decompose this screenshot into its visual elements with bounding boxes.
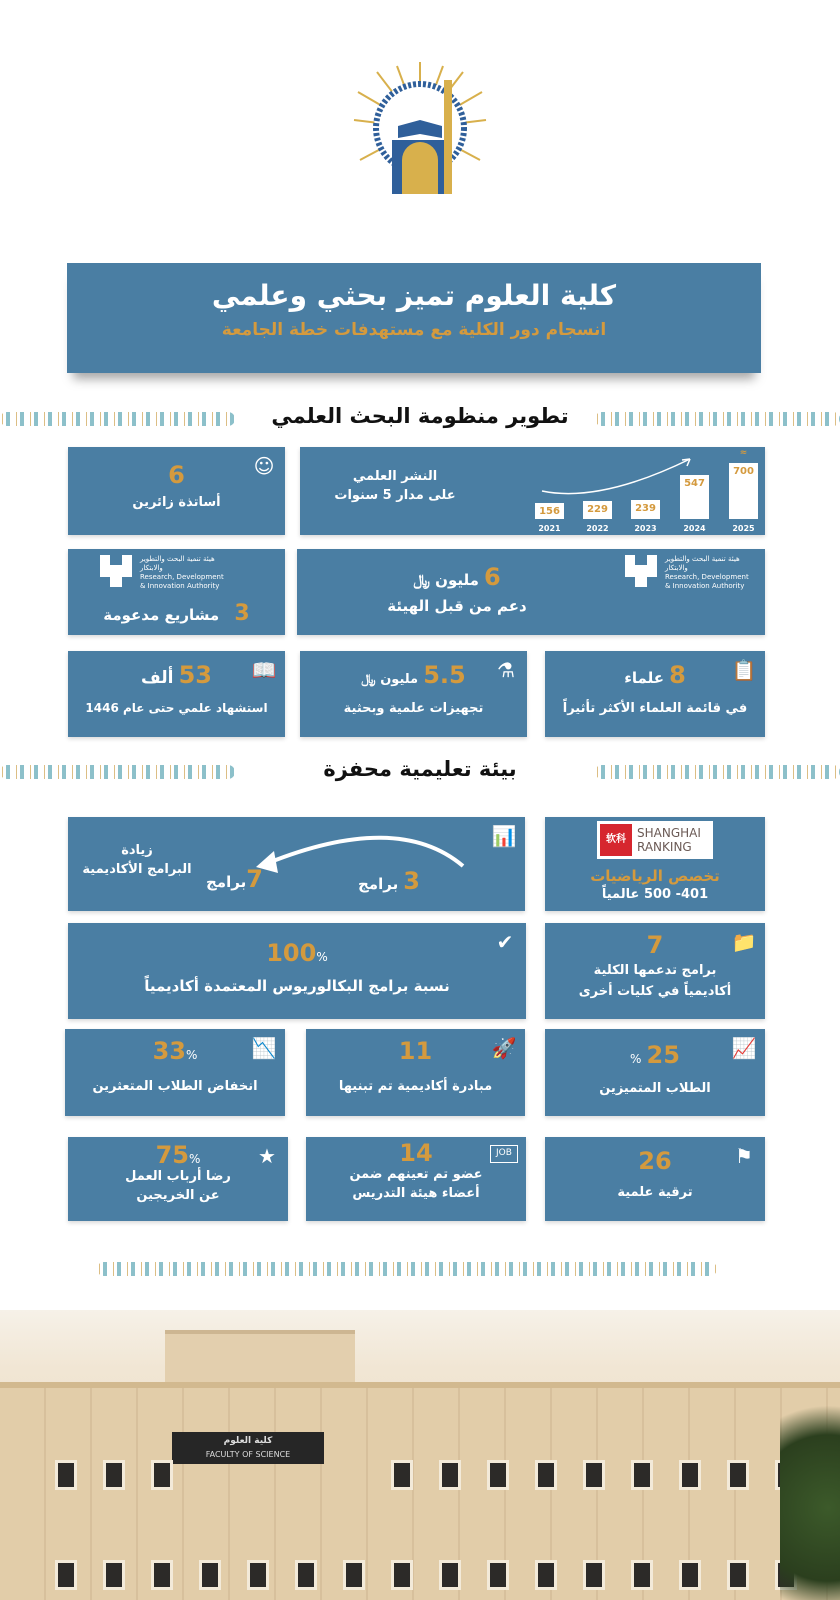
initiatives-label: مبادرة أكاديمية تم تبنيها	[338, 1079, 493, 1094]
bar-2022: 229	[583, 501, 612, 519]
lab-flask-icon: ⚗	[497, 658, 515, 682]
employers-value: 75	[155, 1141, 189, 1169]
accredited-value: 100	[266, 939, 317, 967]
supported-value: 7	[646, 931, 664, 959]
programs-to-value: 7	[246, 865, 263, 893]
page-title: كلية العلوم تميز بحثي وعلمي	[211, 279, 617, 312]
rdia-logo: هيئة تنمية البحث والتطوير والابتكار Research, Development & Innovation Authority	[100, 555, 235, 595]
funding-value: 6	[483, 563, 501, 591]
shanghai-ranking-logo: 软科 SHANGHAI RANKING	[597, 821, 713, 859]
accredited-label: نسبة برامج البكالوريوس المعتمدة أكاديمياً	[144, 977, 450, 995]
window	[679, 1560, 701, 1590]
window	[151, 1560, 173, 1590]
hired-faculty-card	[306, 1137, 526, 1221]
window	[199, 1560, 221, 1590]
growth-chart-icon: 📈	[731, 1036, 757, 1060]
book-icon: 📖	[251, 658, 277, 682]
employer-satisfaction-card	[68, 1137, 288, 1221]
struggling-value: 33	[152, 1037, 186, 1065]
year-label-2021: 2021	[538, 524, 561, 533]
distinguished-label: الطلاب المتميزين	[599, 1081, 711, 1096]
window	[55, 1460, 77, 1490]
visiting-professors-card	[68, 447, 285, 535]
initiatives-value: 11	[398, 1037, 433, 1065]
window	[583, 1560, 605, 1590]
bar-2024: 547	[680, 475, 709, 519]
header-banner	[67, 263, 761, 373]
citations-unit: ألف	[141, 668, 174, 688]
supported-projects-card	[68, 549, 285, 635]
publishing-subtitle: على مدار 5 سنوات	[334, 488, 456, 503]
window	[103, 1560, 125, 1590]
citations-value: 53	[178, 661, 212, 689]
supported-programs-card	[545, 923, 765, 1019]
hired-value: 14	[399, 1139, 433, 1167]
equipment-label: تجهيزات علمية وبحثية	[343, 701, 484, 716]
citations-card	[68, 651, 285, 737]
rdia-funding-card	[297, 549, 765, 635]
funding-label: دعم من قبل الهيئة	[387, 597, 527, 615]
distinguished-pct: %	[630, 1052, 642, 1066]
faculty-building-photo	[0, 1310, 840, 1600]
section-title-research: تطوير منظومة البحث العلمي	[271, 404, 569, 428]
window	[103, 1460, 125, 1490]
bar-2023: 239	[631, 500, 660, 519]
page-subtitle: انسجام دور الكلية مع مستهدفات خطة الجامعة	[221, 320, 607, 340]
window	[151, 1460, 173, 1490]
programs-to-unit: برامج	[206, 873, 247, 891]
programs-label-academic: البرامج الأكاديمية	[82, 862, 192, 877]
equipment-value: 5.5	[423, 661, 466, 689]
rating-hand-icon: ★	[258, 1144, 276, 1168]
window	[247, 1560, 269, 1590]
bar-2025: 700	[729, 463, 758, 519]
supported-label1: برامج تدعمها الكلية	[593, 963, 717, 978]
equipment-card	[300, 651, 527, 737]
employers-label1: رضا أرباب العمل	[125, 1169, 231, 1184]
folder-icon: 📁	[731, 930, 757, 954]
window	[631, 1560, 653, 1590]
window	[439, 1560, 461, 1590]
rdia-logo: هيئة تنمية البحث والتطوير والابتكار Research, Development & Innovation Authority	[625, 555, 760, 595]
job-board-icon: JOB	[490, 1145, 518, 1163]
scientists-value: 8	[669, 661, 686, 689]
window	[391, 1560, 413, 1590]
window	[727, 1560, 749, 1590]
initiatives-card	[306, 1029, 525, 1116]
window	[631, 1460, 653, 1490]
hired-label1: عضو تم تعينهم ضمن	[349, 1167, 483, 1182]
equipment-unit: مليون ﷼	[361, 672, 419, 687]
visiting-value: 6	[168, 461, 185, 489]
projects-value: 3	[234, 601, 250, 626]
window	[487, 1560, 509, 1590]
promotion-value: 26	[638, 1147, 672, 1175]
window	[55, 1560, 77, 1590]
programs-increase-card	[68, 817, 525, 911]
employers-label2: عن الخريجين	[136, 1188, 220, 1203]
struggling-pct: %	[186, 1048, 198, 1062]
stairs-flag-icon: ⚑	[735, 1144, 753, 1168]
visiting-label: أساتذة زائرين	[132, 495, 221, 510]
window	[439, 1460, 461, 1490]
check-circle-icon: ✔	[496, 930, 514, 954]
window	[343, 1560, 365, 1590]
promotions-card	[545, 1137, 765, 1221]
team-check-icon: ☺	[253, 454, 275, 478]
projects-label: مشاريع مدعومة	[103, 606, 220, 624]
year-label-2022: 2022	[586, 524, 609, 533]
programs-label-increase: زيادة	[121, 843, 153, 858]
programs-from-unit: برامج	[358, 875, 399, 893]
year-label-2024: 2024	[683, 524, 706, 533]
window	[391, 1460, 413, 1490]
declining-chart-icon: 📉	[251, 1036, 277, 1060]
distinguished-value: 25	[646, 1041, 680, 1069]
university-logo	[352, 60, 488, 196]
bar-2021: 156	[535, 503, 564, 519]
approx-label: ≈	[739, 448, 748, 458]
presentation-icon: 📊	[491, 824, 517, 848]
window	[487, 1460, 509, 1490]
building-sign	[172, 1432, 324, 1464]
shanghai-rank: 401- 500 عالمياً	[601, 887, 709, 902]
test-tube-document-icon: 📋	[731, 658, 757, 682]
scientists-label: في قائمة العلماء الأكثر تأثيراً	[562, 701, 748, 716]
year-label-2025: 2025	[732, 524, 755, 533]
window	[727, 1460, 749, 1490]
distinguished-students-card	[545, 1029, 765, 1116]
ornament-divider	[97, 1262, 717, 1276]
citations-label: استشهاد علمي حتى عام 1446	[85, 701, 268, 715]
window	[535, 1460, 557, 1490]
scientists-card	[545, 651, 765, 737]
shanghai-ranking-card	[545, 817, 765, 911]
building-sign-english: FACULTY OF SCIENCE	[205, 1450, 291, 1459]
programs-from-value: 3	[403, 867, 420, 895]
publication-bar-chart	[535, 447, 760, 535]
publishing-title: النشر العلمي	[352, 469, 438, 484]
funding-unit: مليون ﷼	[413, 571, 479, 589]
employers-pct: %	[189, 1152, 201, 1166]
publishing-card	[300, 447, 765, 535]
accredited-pct: %	[316, 950, 328, 964]
building-sign-arabic: كلية العلوم	[223, 1436, 273, 1446]
window	[679, 1460, 701, 1490]
struggling-students-card	[65, 1029, 285, 1116]
scientists-unit: علماء	[624, 669, 664, 687]
struggling-label: انخفاض الطلاب المتعثرين	[92, 1079, 258, 1094]
hired-label2: أعضاء هيئة التدريس	[352, 1186, 480, 1201]
accredited-programs-card	[68, 923, 526, 1019]
window	[535, 1560, 557, 1590]
section-title-learning: بيئة تعليمية محفزة	[323, 757, 517, 781]
window	[295, 1560, 317, 1590]
shanghai-title: تخصص الرياضيات	[590, 867, 720, 885]
rocket-icon: 🚀	[491, 1036, 517, 1060]
year-label-2023: 2023	[634, 524, 657, 533]
window	[583, 1460, 605, 1490]
promotion-label: ترقية علمية	[617, 1185, 693, 1200]
supported-label2: أكاديمياً في كليات أخرى	[578, 984, 732, 999]
